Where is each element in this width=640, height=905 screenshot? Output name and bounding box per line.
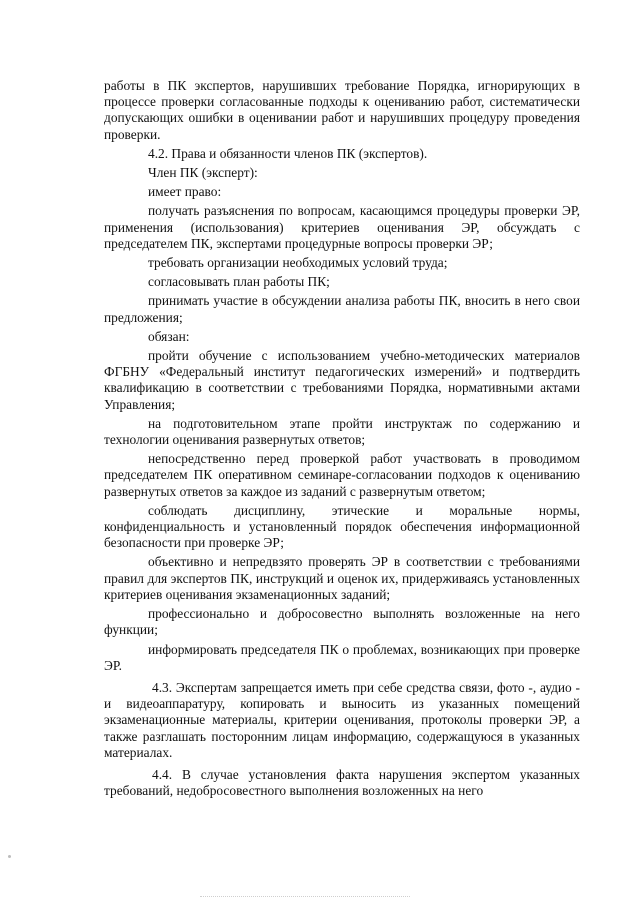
scan-edge-mark (8, 855, 11, 858)
paragraph-right-clarifications: получать разъяснения по вопросам, касающимся процедуры проверки ЭР, применения (использования) критериев оценивания ЭР, обсуждать с председателем ПК, экспертами процедурные вопросы проверки ЭР; (104, 203, 580, 251)
paragraph-right-plan: согласовывать план работы ПК; (148, 274, 330, 290)
paragraph-duty-discipline: соблюдать дисциплину, этические и моральные нормы, конфиденциальность и установленный порядок обеспечения информационной безопасности при проверке ЭР; (104, 502, 580, 551)
section-heading-4-2: 4.2. Права и обязанности членов ПК (экспертов). (148, 145, 428, 161)
paragraph-duty-objectivity: объективно и непредвзято проверять ЭР в соответствии с требованиями правил для экспертов ПК, инструкций и оценок их, придерживаясь установленных критериев оценивания экзаменационных заданий; (104, 554, 580, 602)
paragraph-duty-inform: информировать председателя ПК о проблемах, возникающих при проверке ЭР. (104, 641, 580, 673)
document-page (104, 78, 580, 802)
paragraph-duty-training: пройти обучение с использованием учебно-методических материалов ФГБНУ «Федеральный институт педагогических измерений» и подтвердить квалификацию в соответствии с требованиями Порядка, нормативными актами Управления; (104, 348, 580, 412)
paragraph-continuation: работы в ПК экспертов, нарушивших требование Порядка, игнорирующих в процессе проверки согласованные подходы к оцениванию работ, систематически допускающих ошибки в оценивании работ и нарушивших процедуру проведения проверки. (104, 78, 580, 142)
section-4-4: 4.4. В случае установления факта нарушения экспертом указанных требований, недобросовестного выполнения возложенных на него (104, 766, 580, 799)
paragraph-rights-label: имеет право: (148, 184, 222, 200)
paragraph-right-participation: принимать участие в обсуждении анализа работы ПК, вносить в него свои предложения; (104, 293, 580, 325)
paragraph-member-label: Член ПК (эксперт): (148, 165, 258, 181)
paragraph-obligations-label: обязан: (148, 328, 190, 344)
section-4-3: 4.3. Экспертам запрещается иметь при себе средства связи, фото -, аудио - и видеоаппаратуру, копировать и выносить из указанных помещений экзаменационные материалы, критерии оценивания, протоколы проверки ЭР, а также разглашать посторонним лицам информацию, содержащуюся в указанных материалах. (104, 679, 580, 760)
paragraph-right-conditions: требовать организации необходимых условий труда; (148, 255, 448, 271)
paragraph-duty-seminar: непосредственно перед проверкой работ участвовать в проводимом председателем ПК оперативном семинаре-согласовании подходов к оцениванию развернутых ответов за каждое из заданий с развернутым ответом; (104, 451, 580, 499)
scan-footer-artifact (200, 896, 410, 899)
paragraph-duty-professional: профессионально и добросовестно выполнять возложенные на него функции; (104, 606, 580, 638)
paragraph-duty-briefing: на подготовительном этапе пройти инструктаж по содержанию и технологии оценивания развернутых ответов; (104, 415, 580, 448)
